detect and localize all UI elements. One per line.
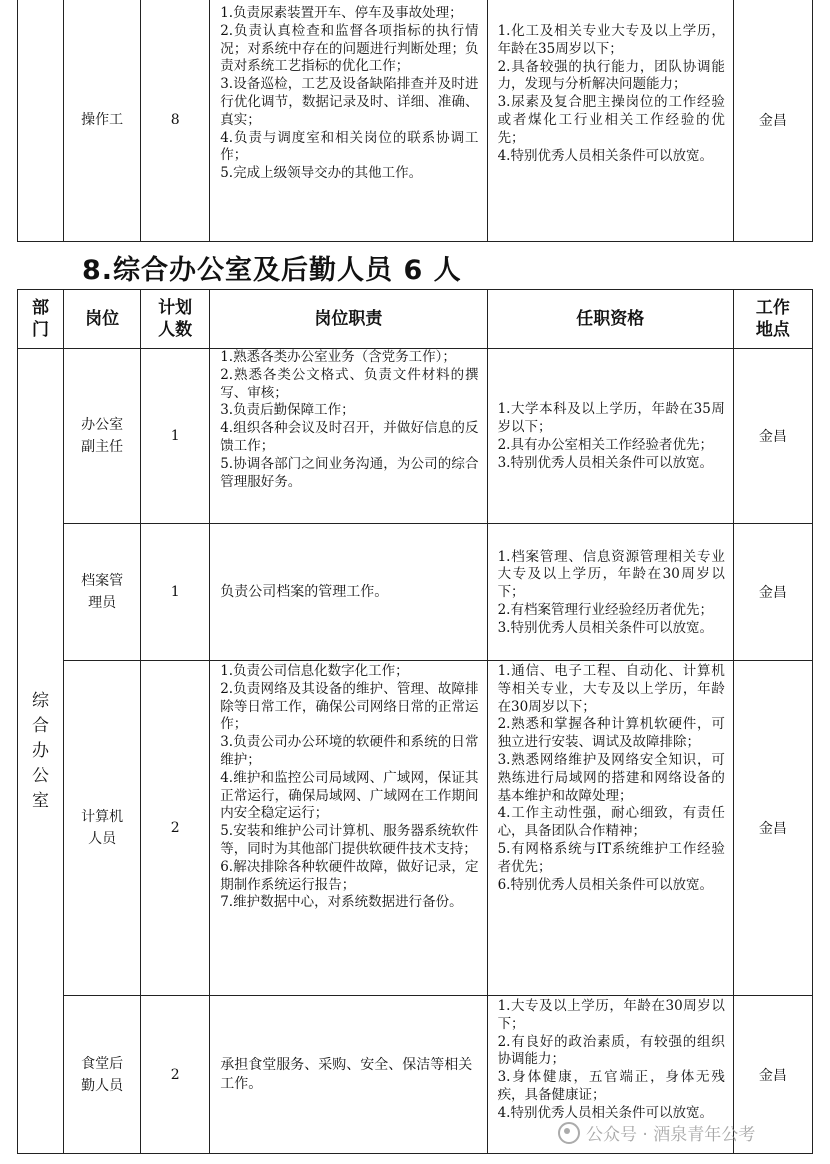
- header-text: 门: [32, 320, 50, 340]
- table-row: [18, 0, 813, 242]
- position-cell: [64, 0, 141, 242]
- location-value: 金昌: [758, 113, 787, 129]
- qualifications-cell: [487, 661, 733, 996]
- qualification-item: 6.特别优秀人员相关条件可以放宽。: [497, 876, 713, 893]
- qualification-item: 1.化工及相关专业大专及以上学历，年龄在35周岁以下；: [497, 23, 725, 57]
- duty-item: 2.负责网络及其设备的维护、管理、故障排除等日常工作，确保公司网络日常的正常运作；: [220, 680, 479, 733]
- previous-positions-table: [17, 0, 813, 242]
- qualification-item: 3.尿素及复合肥主操岗位的工作经验或者煤化工行业相关工作经验的优先；: [497, 94, 725, 146]
- duty-item: 1.负责尿素装置开车、停车及事故处理；: [220, 5, 463, 21]
- qualification-item: 2.具有办公室相关工作经验者优先；: [497, 437, 713, 453]
- duty-item: 1.熟悉各类办公室业务（含党务工作）；: [220, 349, 456, 365]
- header-text: 人数: [158, 320, 193, 340]
- table-header-row: [18, 290, 813, 349]
- count-cell: [141, 661, 210, 996]
- location-cell: [733, 349, 812, 524]
- qualification-item: 1.通信、电子工程、自动化、计算机等相关专业，大专及以上学历，年龄在30周岁以下；: [497, 663, 725, 715]
- duty-item: 5.完成上级领导交办的其他工作。: [220, 165, 423, 182]
- count-value: 2: [170, 820, 180, 836]
- table-row: [18, 349, 813, 524]
- department-char: 合: [32, 715, 50, 736]
- watermark-text: 公众号 · 酒泉青年公考: [586, 1125, 756, 1145]
- department-char: 公: [32, 765, 50, 786]
- location-cell: [733, 524, 812, 661]
- department-char: 办: [32, 740, 50, 761]
- count-cell: [141, 349, 210, 524]
- header-duties: [210, 290, 487, 349]
- location-cell: [733, 0, 812, 242]
- duties-cell: [210, 996, 487, 1154]
- header-text: 计划: [158, 298, 193, 318]
- duty-item: 3.负责后勤保障工作；: [220, 402, 355, 419]
- duty-text: 负责公司档案的管理工作。: [220, 583, 389, 600]
- qualifications-cell: [487, 349, 733, 524]
- header-text: 任职资格: [576, 309, 645, 329]
- position-cell: [64, 661, 141, 996]
- duty-item: 3.负责公司办公环境的软硬件和系统的日常维护；: [220, 734, 479, 768]
- qualification-item: 1.大专及以上学历，年龄在30周岁以下；: [497, 998, 725, 1032]
- qualification-item: 1.档案管理、信息资源管理相关专业大专及以上学历，年龄在30周岁以下；: [497, 548, 725, 601]
- count-value: 2: [170, 1066, 180, 1083]
- wechat-icon: [558, 1122, 580, 1144]
- count-cell: [141, 0, 210, 242]
- duty-item: 5.安装和维护公司计算机、服务器系统软件等，同时为其他部门提供软硬件技术支持；: [220, 823, 479, 857]
- qualification-item: 3.熟悉网络维护及网络安全知识，可熟练进行局域网的搭建和网络设备的基本维护和故障处理；: [497, 751, 725, 804]
- qualification-item: 1.大学本科及以上学历，年龄在35周岁以下；: [497, 401, 725, 436]
- header-qualifications: [487, 290, 733, 349]
- qualification-item: 4.工作主动性强，耐心细致，有责任心，具备团队合作精神；: [497, 805, 725, 840]
- header-text: 部: [32, 298, 50, 318]
- duty-item: 4.组织各种会议及时召开，并做好信息的反馈工作；: [220, 420, 479, 454]
- location-value: 金昌: [758, 1067, 787, 1084]
- duty-text: 承担食堂服务、采购、安全、保洁等相关工作。: [220, 1056, 473, 1092]
- position-cell: [64, 996, 141, 1154]
- qualification-item: 3.身体健康，五官端正，身体无残疾，具备健康证；: [497, 1069, 725, 1103]
- qualification-item: 2.熟悉和掌握各种计算机软硬件，可独立进行安装、调试及故障排除；: [497, 716, 725, 751]
- position-cell: [64, 524, 141, 661]
- office-staff-table: [17, 289, 813, 1154]
- header-text: 岗位: [85, 309, 120, 329]
- position-label: 勤人员: [81, 1077, 124, 1094]
- qualification-item: 5.有网格系统与IT系统维护工作经验者优先；: [497, 840, 725, 875]
- position-label: 计算机: [81, 809, 124, 825]
- department-cell: [18, 0, 64, 242]
- qualification-item: 4.特别优秀人员相关条件可以放宽。: [497, 1104, 713, 1121]
- qualification-item: 2.具备较强的执行能力，团队协调能力，发现与分析解决问题能力；: [497, 58, 725, 93]
- duty-item: 5.协调各部门之间业务沟通，为公司的综合管理服好务。: [220, 455, 479, 490]
- location-value: 金昌: [758, 585, 787, 601]
- count-value: 1: [170, 584, 180, 600]
- department-char: 综: [32, 690, 50, 711]
- qualification-item: 4.特别优秀人员相关条件可以放宽。: [497, 147, 713, 164]
- duty-item: 3.设备巡检，工艺及设备缺陷排查并及时进行优化调节，数据记录及时、详细、准确、真实；: [220, 76, 479, 128]
- position-label: 操作工: [81, 112, 124, 128]
- duty-item: 4.负责与调度室和相关岗位的联系协调工作；: [220, 129, 479, 164]
- section-title: 8.综合办公室及后勤人员 6 人: [82, 255, 462, 286]
- qualification-item: 3.特别优秀人员相关条件可以放宽。: [497, 454, 713, 471]
- location-cell: [733, 661, 812, 996]
- duty-item: 4.维护和监控公司局域网、广域网，保证其正常运行，确保局域网、广域网在工作期间内安全稳定运行；: [220, 769, 479, 822]
- count-cell: [141, 524, 210, 661]
- duty-item: 6.解决排除各种软硬件故障，做好记录，定期制作系统运行报告；: [220, 858, 479, 893]
- qualifications-cell: [487, 0, 733, 242]
- position-label: 理员: [88, 595, 117, 611]
- header-position: [64, 290, 141, 349]
- watermark: [558, 1120, 755, 1145]
- duty-item: 2.熟悉各类公文格式、负责文件材料的撰写、审核；: [220, 366, 479, 401]
- position-cell: [64, 349, 141, 524]
- position-label: 食堂后: [81, 1055, 124, 1072]
- duties-cell: [210, 349, 487, 524]
- duties-cell: [210, 661, 487, 996]
- duty-item: 1.负责公司信息化数字化工作；: [220, 663, 409, 679]
- header-location: [733, 290, 812, 349]
- duties-cell: [210, 524, 487, 661]
- header-department: [18, 290, 64, 349]
- header-count: [141, 290, 210, 349]
- count-cell: [141, 996, 210, 1154]
- position-label: 副主任: [81, 439, 124, 455]
- table-row: [18, 661, 813, 996]
- location-value: 金昌: [758, 429, 787, 445]
- department-cell: [18, 349, 64, 1154]
- header-text: 工作: [755, 298, 790, 318]
- qualifications-cell: [487, 524, 733, 661]
- position-label: 人员: [88, 831, 117, 847]
- position-label: 办公室: [81, 417, 124, 433]
- department-char: 室: [32, 790, 50, 811]
- location-value: 金昌: [758, 821, 787, 837]
- count-value: 8: [170, 112, 180, 128]
- qualification-item: 2.有档案管理行业经验经历者优先；: [497, 601, 713, 618]
- qualification-item: 3.特别优秀人员相关条件可以放宽。: [497, 619, 713, 636]
- duty-item: 2.负责认真检查和监督各项指标的执行情况；对系统中存在的问题进行判断处理；负责对系统工艺指标的优化工作；: [220, 22, 479, 75]
- qualification-item: 2.有良好的政治素质，有较强的组织协调能力；: [497, 1033, 725, 1068]
- table-row: [18, 524, 813, 661]
- header-text: 岗位职责: [314, 309, 383, 329]
- position-label: 档案管: [81, 573, 124, 589]
- header-text: 地点: [755, 320, 790, 340]
- count-value: 1: [170, 428, 180, 444]
- duties-cell: [210, 0, 487, 242]
- duty-item: 7.维护数据中心，对系统数据进行备份。: [220, 894, 463, 911]
